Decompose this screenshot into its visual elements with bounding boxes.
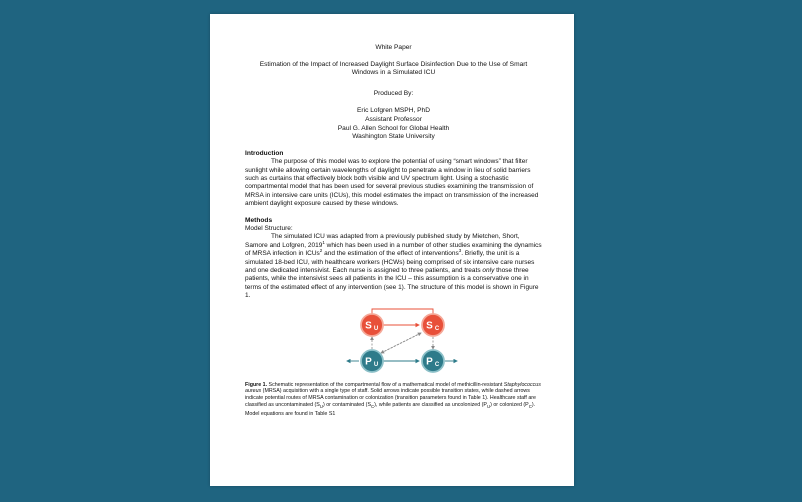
author-school: Paul G. Allen School for Global Health [337,124,450,132]
compartment-diagram [245,305,542,381]
svg-text:C: C [434,325,440,332]
compartment-figure [245,305,542,381]
author-university: Washington State University [352,133,435,141]
dashed-arrow-sc-to-pu [381,333,421,353]
author-position: Assistant Professor [365,115,422,123]
svg-text:P: P [426,356,433,368]
node-staff-contaminated [422,314,444,336]
author-block [245,107,542,141]
node-staff-uncontaminated [361,314,383,336]
white-paper-page [210,14,574,486]
node-patient-uncolonized [361,350,383,372]
model-structure-subheading: Model Structure: [245,225,293,232]
svg-text:S: S [426,320,433,332]
svg-text:P: P [365,356,372,368]
svg-text:C: C [434,361,440,368]
svg-text:U: U [373,361,379,368]
svg-text:S: S [365,320,372,332]
svg-text:U: U [373,325,379,332]
document-title: Estimation of the Impact of Increased Daylight Surface Disinfection Due to the Use of Smart Windows in a Simulated ICU [259,60,528,77]
introduction-text: The purpose of this model was to explore the potential of using “smart windows” that filter sunlight while allowing certain wavelengths of daylight to penetrate a window in lieu of solid barriers such as curtains that effectively block both visible and UV spectrum light. Using a stochastic compartmental model that has been used for several previous studies examining the transmission of MRSA in intensive care units (ICUs), this model estimates the impact on transmission of the increased ambient daylight exposure caused by these windows. [245,158,539,208]
methods-paragraph: The simulated ICU was adapted from a previously published study by Mietchen, Short, Samore and Lofgren, 2019$^1$ which has been used in a number of other studies examining the dynamics of MRSA infection in ICUs$^2$ and the estimation of the effect of interventions$^3$. Briefly, the unit is a simulated 18-bed ICU, with healthcare workers (HCWs) being comprised of six intensive care nurses and one dedicated intensivist. Each nurse is assigned to three patients, and treats only those three patients, while the intensivist sees all patients in the ICU – this assumption is a conservative one in terms of the estimated effect of any intervention (see 1). The structure of this model is shown in Figure 1. [245,233,542,300]
node-patient-colonized [422,350,444,372]
methods-section [245,217,542,301]
author-name: Eric Lofgren MSPH, PhD [357,107,430,115]
produced-by-label: Produced By: [373,89,414,97]
figure-caption: Figure 1. Schematic representation of the compartmental flow of a mathematical model of methicillin-resistant Staphylococcus aureus (MRSA) acquisition with a single type of staff. Solid arrows indicate possible transition states, while dashed arrows indicate potential routes of MRSA contamination or colonization (transition parameters found in Table 1). Healthcare staff are classified as uncontaminated $(S_U)$ or contaminated $(S_C)$, while patients are classified as uncolonized $(P_U)$ or colonized $(P_C)$. Model equations are found in Table S1 [245,381,541,417]
introduction-section [245,150,542,209]
methods-heading: Methods [245,216,273,224]
introduction-heading: Introduction [245,149,284,157]
document-type-label: White Paper [375,44,412,51]
